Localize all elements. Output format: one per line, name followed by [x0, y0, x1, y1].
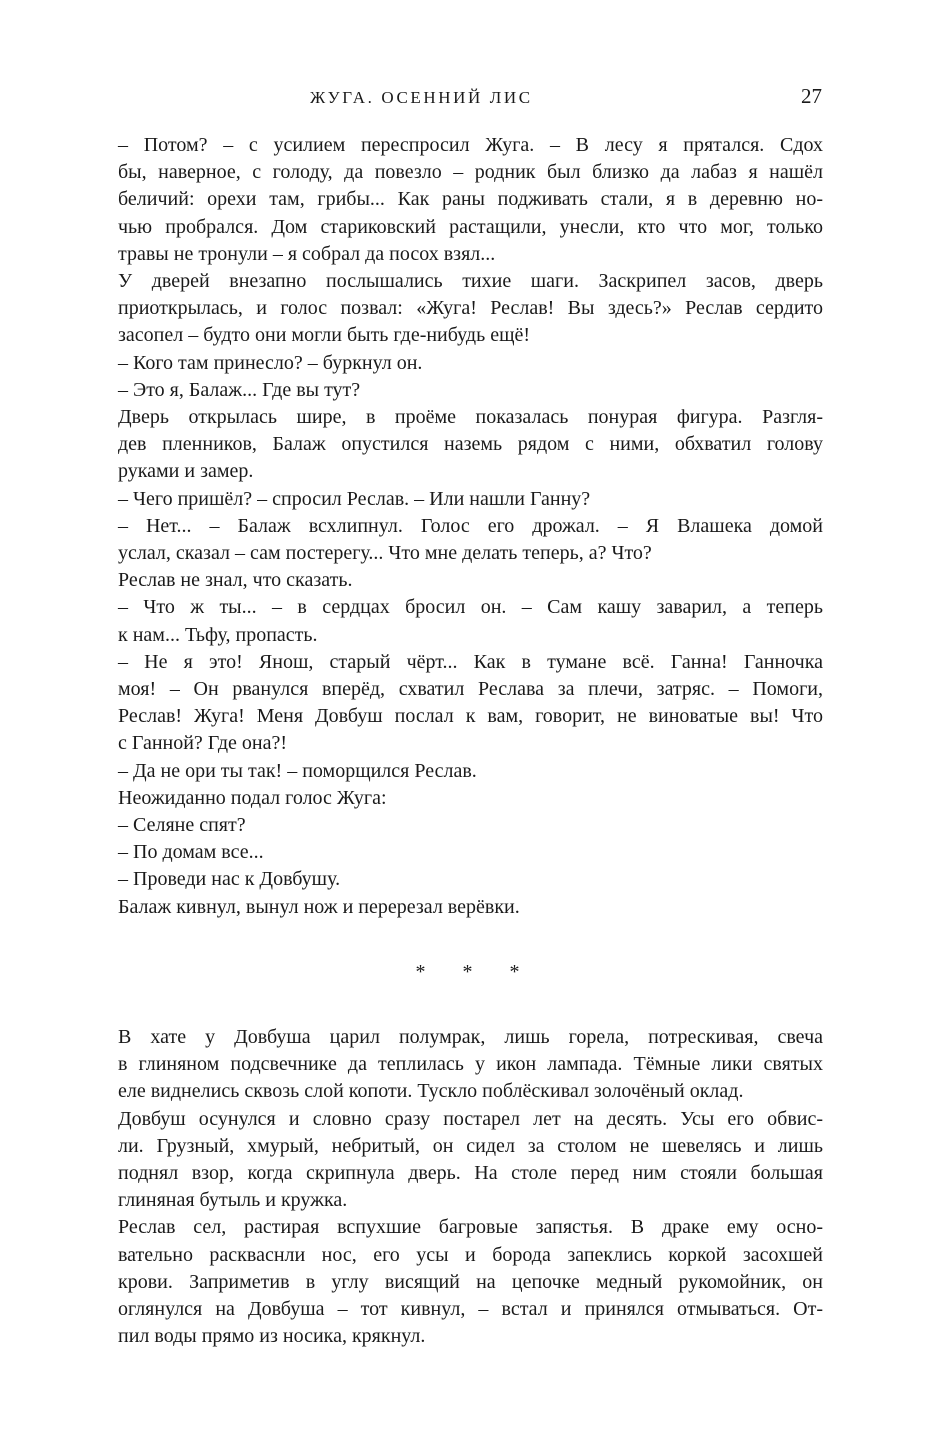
text-line: Дверь открылась шире, в проёме показалась понурая фигура. Разгля- [118, 406, 823, 429]
page-number: 27 [801, 84, 822, 108]
text-line: пил воды прямо из носика, крякнул. [118, 1325, 426, 1348]
text-line: в глиняном подсвечнике да теплилась у икон лампада. Тёмные лики святых [118, 1053, 823, 1076]
text-line: – Это я, Балаж... Где вы тут? [118, 378, 361, 401]
paragraph [118, 486, 823, 513]
text-line: – Да не ори ты так! – поморщился Реслав. [118, 759, 477, 782]
paragraph [118, 132, 823, 268]
paragraph [118, 377, 823, 404]
body-text [118, 132, 823, 1350]
text-line: дев пленников, Балаж опустился наземь рядом с ними, обхватил голову [118, 433, 823, 456]
text-line: – Селяне спят? [118, 814, 246, 837]
text-line: Довбуш осунулся и словно сразу постарел лет на десять. Усы его обвис- [118, 1107, 823, 1130]
section-1 [118, 132, 823, 921]
text-line: – Не я это! Янош, старый чёрт... Как в тумане всё. Ганна! Ганночка [118, 650, 823, 673]
paragraph [118, 594, 823, 648]
text-line: вательно раскваснли нос, его усы и борода запеклись коркой засохшей [118, 1243, 823, 1266]
text-line: Реслав! Жуга! Меня Довбуш послал к вам, говорит, не виноватые вы! Что [118, 705, 823, 728]
text-line: к нам... Тьфу, пропасть. [118, 623, 318, 646]
text-line: услал, сказал – сам постерегу... Что мне делать теперь, а? Что? [118, 542, 652, 565]
paragraph [118, 866, 823, 893]
text-line: чью пробрался. Дом стариковский растащили, унесли, кто что мог, только [118, 215, 823, 238]
paragraph [118, 1106, 823, 1215]
section-2 [118, 1024, 823, 1350]
text-line: крови. Заприметив в углу висящий на цепочке медный рукомойник, он [118, 1270, 823, 1293]
text-line: Балаж кивнул, вынул нож и перерезал верёвки. [118, 895, 520, 918]
paragraph [118, 268, 823, 350]
text-line: травы не тронули – я собрал да посох взял... [118, 242, 496, 265]
text-line: засопел – будто они могли быть где-нибудь ещё! [118, 324, 531, 347]
text-line: – Чего пришёл? – спросил Реслав. – Или нашли Ганну? [118, 487, 591, 510]
text-line: – Потом? – с усилием переспросил Жуга. – В лесу я прятался. Сдох [118, 134, 823, 156]
text-line: Неожиданно подал голос Жуга: [118, 786, 387, 809]
paragraph [118, 1214, 823, 1350]
text-line: беличий: орехи там, грибы... Как раны подживать стали, я в деревню но- [118, 188, 823, 211]
text-line: глиняная бутыль и кружка. [118, 1189, 348, 1212]
text-line: оглянулся на Довбуша – тот кивнул, – встал и принялся отмываться. От- [118, 1297, 823, 1320]
text-line: с Ганной? Где она?! [118, 732, 288, 755]
text-line: – Что ж ты... – в сердцах бросил он. – Сам кашу заварил, а теперь [118, 596, 823, 619]
paragraph [118, 758, 823, 785]
paragraph [118, 894, 823, 921]
paragraph [118, 649, 823, 758]
paragraph [118, 567, 823, 594]
text-line: еле виднелись сквозь слой копоти. Тускло поблёскивал золочёный оклад. [118, 1080, 744, 1103]
text-line: – Нет... – Балаж всхлипнул. Голос его дрожал. – Я Влашека домой [118, 514, 823, 537]
paragraph [118, 513, 823, 567]
text-line: В хате у Довбуша царил полумрак, лишь горела, потрескивая, свеча [118, 1025, 823, 1048]
text-line: руками и замер. [118, 460, 254, 483]
text-line: – Проведи нас к Довбушу. [118, 868, 341, 891]
text-line: бы, наверное, с голоду, да повезло – родник был близко да лабаз я нашёл [118, 161, 823, 184]
text-line: У дверей внезапно послышались тихие шаги. Заскрипел засов, дверь [118, 270, 823, 293]
text-line: приоткрылась, и голос позвал: «Жуга! Реслав! Вы здесь?» Реслав сердито [118, 297, 823, 320]
section-divider: * * * [415, 960, 536, 983]
paragraph [118, 404, 823, 486]
text-line: Реслав не знал, что сказать. [118, 569, 353, 592]
running-head: ЖУГА. ОСЕННИЙ ЛИС [310, 88, 533, 107]
text-line: – По домам все... [118, 841, 264, 864]
text-line: – Кого там принесло? – буркнул он. [118, 351, 423, 374]
text-line: Реслав сел, растирая вспухшие багровые запястья. В драке ему осно- [118, 1216, 823, 1239]
paragraph [118, 812, 823, 839]
paragraph [118, 350, 823, 377]
paragraph [118, 839, 823, 866]
text-line: моя! – Он рванулся вперёд, схватил Реслава за плечи, затряс. – Помоги, [118, 678, 823, 701]
paragraph [118, 1024, 823, 1106]
paragraph [118, 785, 823, 812]
text-line: ли. Грузный, хмурый, небритый, он сидел за столом не шевелясь и лишь [118, 1134, 823, 1157]
text-line: поднял взор, когда скрипнула дверь. На столе перед ним стояли большая [118, 1161, 823, 1184]
